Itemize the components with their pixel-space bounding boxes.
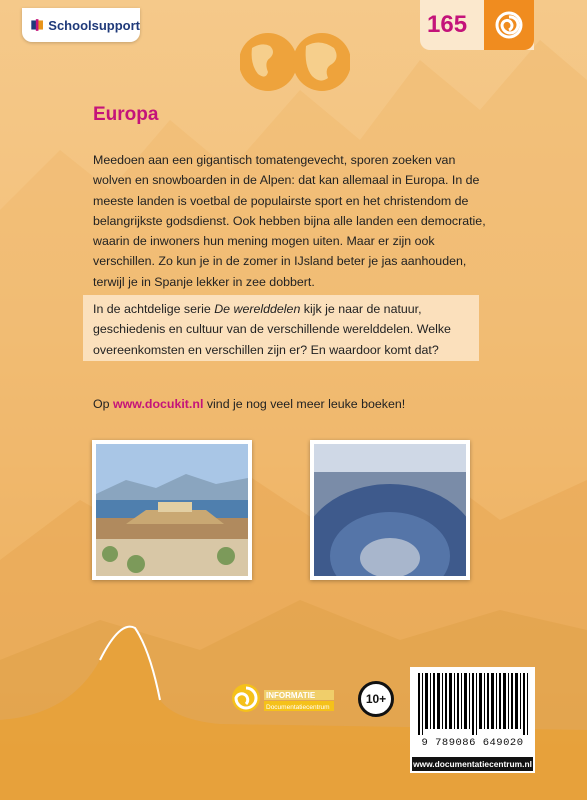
informatie-logo[interactable] bbox=[230, 680, 338, 716]
description-paragraph: Meedoen aan een gigantisch tomatengevecht, sporen zoeken van wolven en snowboarden in de Alpen: dat kan allemaal in Europa. In de meeste landen is voetbal de populairste sport en het christendom de belangrijkste godsdienst. Ook hebben bijna alle landen een democratie, waarin de inwoners hun mening mogen uiten. Maar er zijn ook verschillen. Zo kun je in de zomer in IJsland beter je jas aanhouden, terwijl je in Spanje lekker in zee dobbert. bbox=[93, 153, 486, 289]
informatie-label: INFORMATIE bbox=[266, 691, 316, 700]
barcode-box bbox=[410, 667, 535, 773]
website-line bbox=[93, 397, 405, 411]
link-text-after: vind je nog veel meer leuke boeken! bbox=[203, 397, 406, 411]
docukit-link[interactable]: www.docukit.nl bbox=[112, 397, 204, 411]
isbn-number: 9 789086 649020 bbox=[421, 737, 524, 749]
publisher-url[interactable]: www.documentatiecentrum.nl bbox=[413, 759, 532, 769]
series-number: 165 bbox=[427, 11, 468, 38]
athens-acropolis-photo bbox=[92, 440, 252, 580]
book-icon bbox=[30, 14, 44, 36]
swirl-logo-box bbox=[484, 0, 534, 50]
schoolsupport-logo[interactable] bbox=[22, 8, 140, 42]
european-parliament-photo bbox=[310, 440, 470, 580]
page-title: Europa bbox=[93, 104, 159, 125]
brand-name: Schoolsupport bbox=[48, 17, 140, 33]
info-text-before: In de achtdelige serie bbox=[93, 302, 215, 316]
series-title: De werelddelen bbox=[214, 302, 301, 316]
swirl-icon bbox=[494, 10, 524, 40]
link-text-before: Op bbox=[93, 397, 113, 411]
informatie-sub: Documentatiecentrum bbox=[266, 704, 330, 711]
series-number-tab bbox=[420, 0, 534, 50]
world-globes-icon bbox=[240, 28, 350, 98]
age-badge: 10+ bbox=[358, 681, 394, 717]
series-info-box bbox=[83, 295, 479, 361]
info-text-after: kijk je naar de natuur, geschiedenis en cultuur van de verschillende werelddelen. Welke overeenkomsten en verschillen zijn er? En waardoor komt dat? bbox=[93, 302, 451, 357]
barcode-icon bbox=[418, 673, 530, 735]
